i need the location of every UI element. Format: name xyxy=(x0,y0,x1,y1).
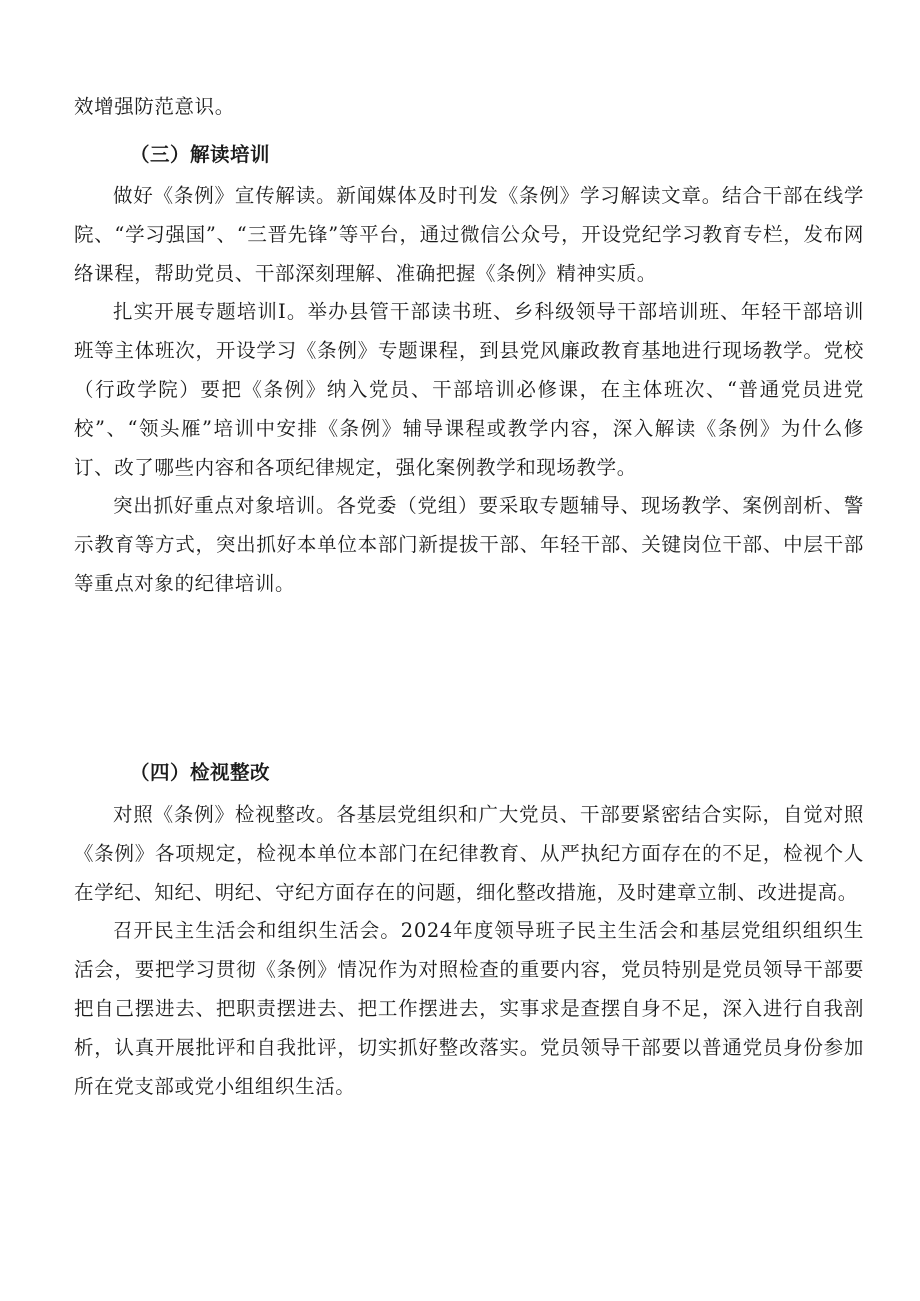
paragraph-inspection: 对照《条例》检视整改。各基层党组织和广大党员、干部要紧密结合实际，自觉对照《条例》各项规定，检视本单位本部门在纪律教育、从严执纪方面存在的不足，检视个人在学纪、知纪、明纪、守纪方面存在的问题，细化整改措施，及时建章立制、改进提高。 xyxy=(74,803,864,904)
section-heading-4: （四）检视整改 xyxy=(130,761,271,784)
continuation-text: 效增强防范意识。 xyxy=(74,95,235,118)
paragraph-special-training: 扎实开展专题培训I。举办县管干部读书班、乡科级领导干部培训班、年轻干部培训班等主体班次，开设学习《条例》专题课程，到县党风廉政教育基地进行现场教学。党校（行政学院）要把《条例》纳入党员、干部培训必修课，在主体班次、“普通党员进党校”、“领头雁”培训中安排《条例》辅导课程或教学内容，深入解读《条例》为什么修订、改了哪些内容和各项纪律规定，强化案例教学和现场教学。 xyxy=(74,300,864,479)
section-3-body xyxy=(74,177,864,604)
paragraph-publicity: 做好《条例》宣传解读。新闻媒体及时刊发《条例》学习解读文章。结合干部在线学院、“学习强国”、“三晋先锋”等平台，通过微信公众号，开设党纪学习教育专栏，发布网络课程，帮助党员、干部深刻理解、准确把握《条例》精神实质。 xyxy=(74,184,864,285)
section-4-body xyxy=(74,796,864,1106)
paragraph-life-meeting: 召开民主生活会和组织生活会。2024年度领导班子民主生活会和基层党组织组织生活会，要把学习贯彻《条例》情况作为对照检查的重要内容，党员特别是党员领导干部要把自己摆进去、把职责摆进去、把工作摆进去，实事求是查摆自身不足，深入进行自我剖析，认真开展批评和自我批评，切实抓好整改落实。党员领导干部要以普通党员身份参加所在党支部或党小组组织生活。 xyxy=(74,919,864,1098)
continuation-block xyxy=(74,88,864,127)
paragraph-key-targets: 突出抓好重点对象培训。各党委（党组）要采取专题辅导、现场教学、案例剖析、警示教育等方式，突出抓好本单位本部门新提拔干部、年轻干部、关键岗位干部、中层干部等重点对象的纪律培训。 xyxy=(74,494,864,595)
section-heading-3: （三）解读培训 xyxy=(130,143,271,166)
